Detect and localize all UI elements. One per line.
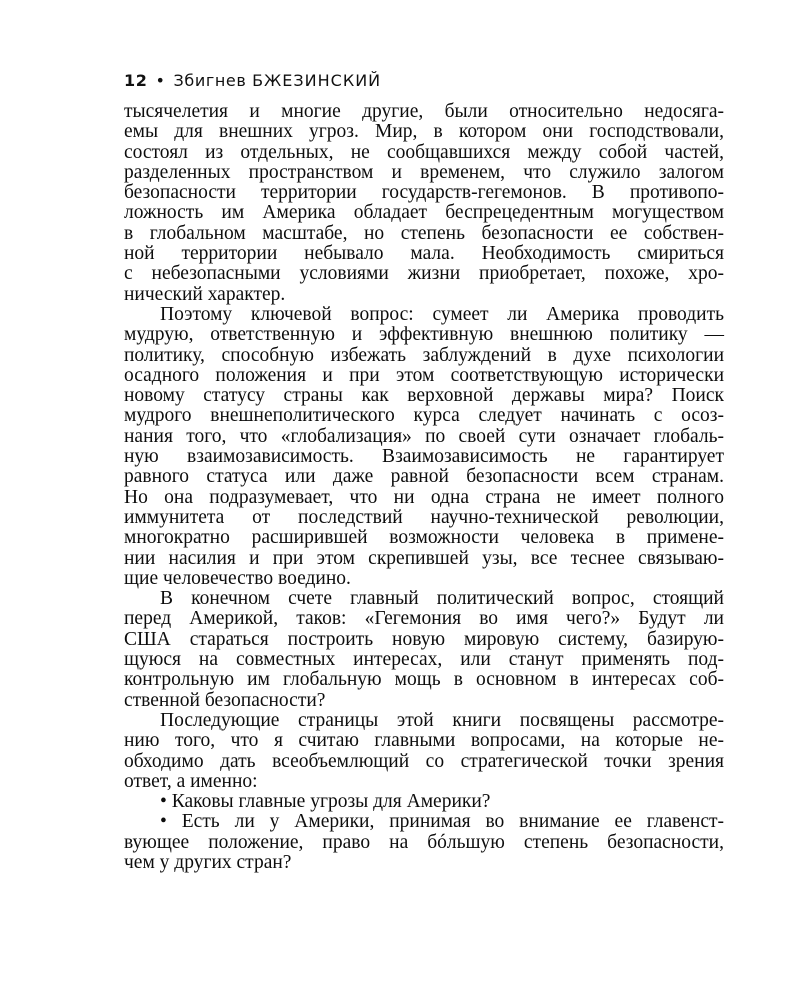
paragraph-first-line: Поэтому ключевой вопрос: сумеет ли Америка проводить bbox=[160, 303, 724, 325]
text-line: состоял из отдельных, не сообщавшихся между собой частей, bbox=[124, 141, 724, 163]
text-line: тысячелетия и многие другие, были относительно недосяга- bbox=[124, 101, 724, 122]
text-line: щуюся на совместных интересах, или станут применять под- bbox=[124, 649, 724, 671]
book-page bbox=[124, 68, 724, 873]
running-head bbox=[124, 68, 724, 94]
text-line: безопасности территории государств-гегемонов. В противопо- bbox=[124, 182, 724, 204]
text-line: с небезопасными условиями жизни приобретает, похоже, хро- bbox=[124, 263, 724, 285]
author-last-name: БЖЕЗИНСКИЙ bbox=[252, 71, 382, 90]
text-line: новому статусу страны как верховной державы мира? Поиск bbox=[124, 385, 724, 407]
text-line: ложность им Америка обладает беспрецедентным могуществом bbox=[124, 202, 724, 224]
text-line: щие человечество воедино. bbox=[124, 567, 351, 589]
text-line: осадного положения и при этом соответствующую исторически bbox=[124, 364, 724, 386]
bullet-item: • Каковы главные угрозы для Америки? bbox=[160, 791, 491, 813]
text-line: ной территории небывало мала. Необходимость смириться bbox=[124, 243, 724, 265]
text-line: многократно расширившей возможности человека в примене- bbox=[124, 527, 724, 549]
body-text bbox=[124, 102, 724, 873]
text-line: США стараться построить новую мировую систему, базирую- bbox=[124, 628, 724, 650]
text-line: в глобальном масштабе, но степень безопасности ее собствен- bbox=[124, 222, 724, 244]
text-line: контрольную им глобальную мощь в основном в интересах соб- bbox=[124, 669, 724, 691]
text-line: Но она подразумевает, что ни одна страна не имеет полного bbox=[124, 486, 724, 508]
text-line: равного статуса или даже равной безопасности всем странам. bbox=[124, 466, 724, 488]
paragraph-first-line: В конечном счете главный политический вопрос, стоящий bbox=[160, 588, 724, 610]
page-number: 12 bbox=[124, 71, 148, 90]
author-first-name: Збигнев bbox=[173, 71, 247, 90]
text-line: ственной безопасности? bbox=[124, 689, 326, 711]
text-line: нический характер. bbox=[124, 283, 286, 305]
text-line: чем у других стран? bbox=[124, 851, 292, 873]
text-line: нания того, что «глобализация» по своей сути означает глобаль- bbox=[124, 425, 724, 447]
text-line: обходимо дать всеобъемлющий со стратегической точки зрения bbox=[124, 750, 724, 772]
text-line: емы для внешних угроз. Мир, в котором они господствовали, bbox=[124, 121, 724, 143]
text-line: мудрого внешнеполитического курса следует начинать с осоз- bbox=[124, 405, 724, 427]
bullet-item: • Есть ли у Америки, принимая во внимание ее главенст- bbox=[160, 811, 724, 833]
text-line: перед Америкой, таков: «Гегемония во имя чего?» Будут ли bbox=[124, 608, 724, 630]
paragraph-first-line: Последующие страницы этой книги посвящены рассмотре- bbox=[160, 709, 724, 731]
text-line: разделенных пространством и временем, что служило залогом bbox=[124, 161, 724, 183]
text-line: ную взаимозависимость. Взаимозависимость не гарантирует bbox=[124, 446, 724, 468]
text-line: иммунитета от последствий научно-технической революции, bbox=[124, 506, 724, 528]
text-line: нию того, что я считаю главными вопросами, на которые не- bbox=[124, 730, 724, 752]
text-line: ответ, а именно: bbox=[124, 770, 258, 792]
text-line: нии насилия и при этом скрепившей узы, все теснее связываю- bbox=[124, 547, 724, 569]
text-line: политику, способную избежать заблуждений в духе психологии bbox=[124, 344, 724, 366]
text-line: мудрую, ответственную и эффективную внешнюю политику — bbox=[124, 324, 724, 346]
header-separator: • bbox=[155, 71, 166, 90]
text-line: вующее положение, право на бóльшую степень безопасности, bbox=[124, 831, 724, 853]
